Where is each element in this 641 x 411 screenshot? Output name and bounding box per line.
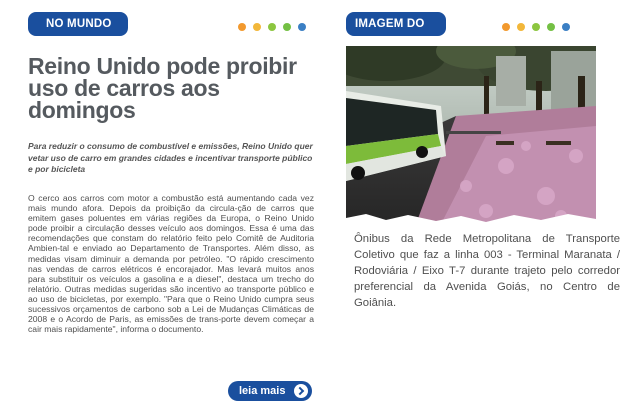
decorative-dots <box>502 23 570 31</box>
dot-orange <box>502 23 510 31</box>
bus-photo[interactable] <box>346 46 596 224</box>
lead-paragraph: Para reduzir o consumo de combustível e emissões, Reino Unido quer vetar uso de carro em grandes cidades e incentivar transporte público e por bicicleta <box>28 141 313 174</box>
decorative-dots <box>238 23 306 31</box>
read-more-button[interactable] <box>228 381 312 401</box>
dot-orange <box>238 23 246 31</box>
photo-caption: Ônibus da Rede Metropolitana de Transporte Coletivo que faz a linha 003 - Terminal Maranata / Rodoviária / Eixo T-7 durante trajeto pelo corredor preferencial da Avenida Goiás, no Centro de Goiânia. <box>354 233 620 309</box>
article-body: O cerco aos carros com motor a combustão está aumentando cada vez mais mundo afora. Depois da proibição da circula-ção de carros que emitem gases poluentes em várias regiões da Europa, o Reino Unido pode proibir a circulação desses veículo aos domingos. Essa é uma das recomendações que constam do relatório feito pelo Comitê de Auditoria Ambien-tal e enviado ao Departamento de Transportes. Além disso, as medidas visam diminuir a demanda por petróleo. "O rápido crescimento nas vendas de carros elétricos é encorajador. Mas levará muitos anos para substituir os veículos a gasolina e a diesel", destaca um trecho do relatório. Outras medidas sugeridas são incentivo ao transporte público e ao uso de bicicletas, por exemplo. "Para que o Reino Unido cumpra seus sucessivos orçamentos de carbono sob a Lei de Mudanças Climáticas de 2008 e o Acordo de Paris, as emissões de trans-porte devem começar a cair mais rapidamente", informa o documento. <box>28 193 314 335</box>
dot-lightgreen <box>268 23 276 31</box>
headline[interactable]: Reino Unido pode proibir uso de carros aos domingos <box>28 53 297 123</box>
dot-green <box>547 23 555 31</box>
bus-photo-illustration <box>346 46 596 224</box>
dot-blue <box>562 23 570 31</box>
chevron-right-icon <box>294 384 308 398</box>
dot-green <box>283 23 291 31</box>
dot-lightgreen <box>532 23 540 31</box>
dot-blue <box>298 23 306 31</box>
news-panel <box>28 0 314 411</box>
image-of-day-panel <box>346 0 620 411</box>
dot-yellow <box>517 23 525 31</box>
section-tag: NO MUNDO <box>28 12 128 36</box>
dot-yellow <box>253 23 261 31</box>
section-tag: IMAGEM DO <box>346 12 446 36</box>
read-more-label: leia mais <box>239 385 286 397</box>
